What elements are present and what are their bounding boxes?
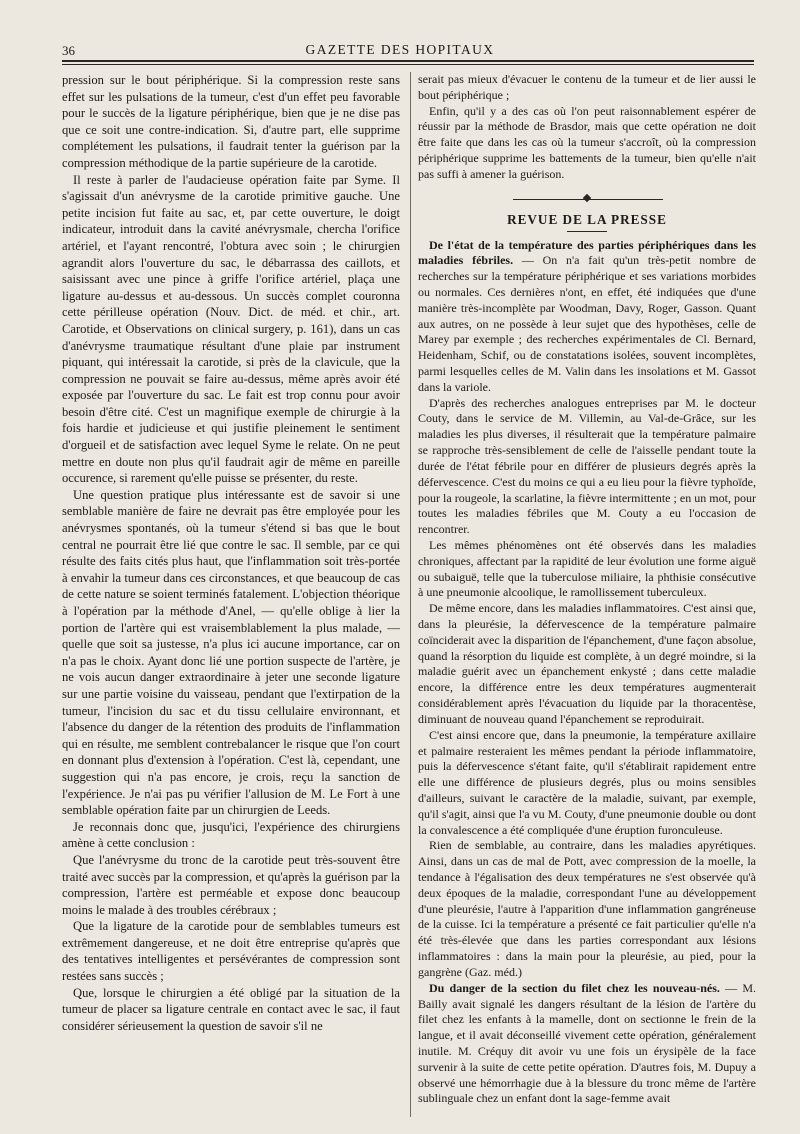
paragraph-text: Les mêmes phénomènes ont été observés dans les maladies chroniques, affectant par la rapidité de leur évolution une forme aiguë ou subaiguë, telle que la tuberculose miliaire, la phthisie consécutive à une pneumonie alcoolique, le ramollissement tuberculeux.	[418, 537, 756, 600]
header-rule-thick	[62, 60, 754, 62]
paragraph	[62, 985, 400, 1035]
paragraph-text: D'après des recherches analogues entreprises par M. le docteur Couty, dans le service de M. Villemin, au Val-de-Grâce, sur les maladies les plus diverses, il résulterait que la température palmaire se rapproche très-sensiblement de celle de l'aisselle pendant toute la durée de l'état fébrile pour en différer de plusieurs degrés après la défervescence. C'est du moins ce qui a eu lieu pour la fièvre typhoïde, pour la rougeole, la scarlatine, la fièvre intermittente ; en un mot, pour toutes les maladies fébriles que M. Couty a eu l'occasion de rencontrer.	[418, 395, 756, 537]
paragraph-text: pression sur le bout périphérique. Si la compression reste sans effet sur les pulsations de la tumeur, c'est d'un effet peu favorable pour le succès de la ligature périphérique, bien que je ne dise pas que ce soit une contre-indication. Si, d'autre part, elle supprime complétement les pulsations, il faudrait tenter la guérison par la compression méthodique de la partie supérieure de la carotide.	[62, 73, 400, 170]
paragraph-text: Je reconnais donc que, jusqu'ici, l'expérience des chirurgiens amène à cette conclusion :	[62, 819, 400, 851]
paragraph	[418, 728, 756, 839]
paragraph	[418, 104, 756, 183]
paragraph-text: Enfin, qu'il y a des cas où l'on peut raisonnablement espérer de réussir par la méthode de Brasdor, mais que cette opération ne doit être faite que dans les cas où la tumeur s'accroît, où la compression périphérique supprime les battements de la tumeur, bien qu'elle n'ait pas suffi à amener la guérison.	[418, 103, 756, 181]
paragraph-text: Que, lorsque le chirurgien a été obligé par la situation de la tumeur de placer sa ligature centrale en contact avec le sac, il faut considérer sérieusement la question de savoir s'il ne	[62, 985, 400, 1033]
paragraph	[62, 852, 400, 918]
paragraph-text: Il reste à parler de l'audacieuse opération faite par Syme. Il s'agissait d'un anévrysme de la carotide primitive gauche. Une petite incision fut faite au sac, et, par cette ouverture, le doigt indicateur, introduit dans la cavité anévrysmale, chercha l'orifice artériel, et l'ayant rencontré, l'obtura avec soin ; le chirurgien agrandit alors l'ouverture du sac, le débarrassa des caillots, et saisissant avec une pince à griffe l'orifice artériel, plaça une ligature au-dessus et au-dessous. Un succès complet couronna cette périlleuse opération (Nouv. Dict. de méd. et chir., art. Carotide, et Observations on clinical surgery, p. 161), dans un cas d'anévrysme traumatique résultant d'une plaie par instrument piquant, qui intéressait la carotide, si près de la clavicule, que la compression ne pouvait se faire au-dessus, même après avoir été exposée par l'ouverture du sac. Le fait est trop connu pour avoir besoin d'être cité. C'est un magnifique exemple de chirurgie à la fois hardie et judicieuse et qui justifie pleinement le sentiment d'orgueil et de satisfaction avec lequel Syme le relate. On ne peut mettre en doute non plus qu'il faudrait agir de même en pareille occurence, si rarement qu'elle puisse se présenter, du reste.	[62, 172, 400, 486]
paragraph-text: Rien de semblable, au contraire, dans les maladies apyrétiques. Ainsi, dans un cas de mal de Pott, avec compression de la moelle, la tendance à l'égalisation des deux températures ne s'est observée qu'à deux époques de la maladie, correspondant l'une au développement d'une pleurésie, l'autre à l'apparition d'une inflammation gangréneuse de la cuisse. Ici la température a présenté ce fait particulier qu'elle n'a été très-élevée que dans les parties correspondant aux lésions inflammatoires : dans la main pour la pleurésie, au pied, pour la gangrène (Gaz. méd.)	[418, 838, 756, 979]
paragraph	[418, 538, 756, 601]
paragraph-text: — M. Bailly avait signalé les dangers résultant de la lésion de l'artère du filet chez les enfants à la mamelle, dont on sectionne le frein de la langue, et il avait déconseillé vivement cette opération, généralement inutile. M. Créquy dit avoir vu une fois un érysipèle de la face survenir à la suite de cette petite opération. D'autres fois, M. Dupuy a observé une hémorrhagie due à la blessure du tronc même de l'artère sublinguale chez un enfant dont la sage-femme avait	[418, 980, 756, 1106]
left-column	[62, 72, 400, 1034]
section-title-rule	[567, 231, 607, 232]
right-column-articles	[418, 238, 756, 1108]
article-heading: De l'état de la température des parties périphériques dans les maladies fébriles.	[418, 237, 756, 268]
paragraph-text: — On n'a fait qu'un très-petit nombre de recherches sur la température périphérique et ses variations morbides ou normales. Ces dernières n'ont, en effet, été indiquées que d'une manière très-incomplète par Woodman, Davy, Roger, Gasson. Quant aux autres, on ne possède à leur sujet que des hypothèses, celle de Marey par exemple ; des recherches expérimentales de Cl. Bernard, Heidenham, Schif, ou de constatations isolées, souvent incomplètes, parmi lesquelles celles de M. Valin dans les insolations et M. Gassot dans la variole.	[418, 253, 756, 394]
paragraph	[418, 601, 756, 728]
paragraph-text: De même encore, dans les maladies inflammatoires. C'est ainsi que, dans la pleurésie, la défervescence de la température palmaire coïnciderait avec la disparition de l'épanchement, d'une façon absolue, quand la résorption du liquide est complète, à un degré moindre, si la maladie guérit avec un épanchement enkysté ; dans cette maladie encore, la différence entre les deux températures augmenterait considérablement après l'évacuation du liquide par la thoracentèse, diminuant de nouveau quand l'épanchement se reproduirait.	[418, 601, 756, 726]
page-number: 36	[62, 43, 75, 58]
paragraph	[62, 487, 400, 819]
paragraph	[418, 238, 756, 396]
paragraph-text: Que la ligature de la carotide pour de semblables tumeurs est extrêmement dangereuse, et ne doit être entreprise qu'après que des tentatives intelligentes et persévérantes de compression sont restées sans succès ;	[62, 919, 400, 984]
paragraph	[418, 396, 756, 538]
paragraph-text: Que l'anévrysme du tronc de la carotide peut très-souvent être traité avec succès par la compression, et qu'après la guérison par la compression, l'artère est perméable et expose donc beaucoup moins le malade à des troubles cérébraux ;	[62, 852, 400, 917]
ornament-divider	[418, 191, 756, 209]
article-heading: Du danger de la section du filet chez les nouveau-nés.	[429, 980, 720, 995]
paragraph-text: serait pas mieux d'évacuer le contenu de la tumeur et de lier aussi le bout périphérique ;	[418, 72, 756, 102]
paragraph-text: Une question pratique plus intéressante est de savoir si une semblable manière de faire ne devrait pas être employée pour les anévrysmes spontanés, où la tumeur s'étend si bas que le bout central ne pourrait être lié que contre le sac. Il semble, par ce qui résulte des faits cités plus haut, que l'inflammation soit très-portée à envahir la tumeur dans ces circonstances, et que beaucoup de cas de cette nature se soient terminés fatalement. L'objection théorique à l'opération par la méthode d'Anel, — qu'elle oblige à lier la portion de l'artère qui est vraisemblablement la plus malade, — quelle que soit sa justesse, n'a plus ici aucune importance, car on n'a pas le choix. Ayant donc lié une portion suspecte de l'artère, je ne vois aucun danger extraordinaire à jeter une seconde ligature sur une partie voisine du vaisseau, pendant que l'extirpation de la tumeur, l'incision du sac et du tissu cellulaire environnant, et l'absence du danger de la rétention des produits de l'inflammation qui en résulte, me semblent contrebalancer le risque que l'on court en donnant plus d'extension à l'opération. C'est là, cependant, une suggestion qui n'a pas encore, je crois, reçu la sanction de l'expérience. Je n'ai pas pu vérifier l'allusion de M. Le Fort à une semblable opération faite par un chirurgien de Leeds.	[62, 487, 400, 818]
right-column-intro	[418, 72, 756, 183]
paragraph	[418, 981, 756, 1108]
paragraph	[62, 72, 400, 172]
right-column	[418, 72, 756, 1107]
paragraph	[62, 918, 400, 984]
paragraph	[62, 172, 400, 487]
running-title: GAZETTE DES HOPITAUX	[305, 42, 495, 57]
paragraph	[418, 72, 756, 104]
header-rule-thin	[62, 64, 754, 65]
column-divider	[410, 72, 411, 1117]
paragraph-text: C'est ainsi encore que, dans la pneumonie, la température axillaire et palmaire resteraient les mêmes pendant la période inflammatoire, puis la défervescence s'étant faite, qu'il s'établirait rapidement entre elle une différence de plusieurs degrés, plus ou moins sensibles d'ailleurs, suivant le caractère de la maladie, suivant, par exemple, qu'il s'agit, ainsi que l'a vu M. Couty, d'une pneumonie double ou dont la convalescence a été compliquée d'une éruption furonculeuse.	[418, 727, 756, 837]
section-title: REVUE DE LA PRESSE	[507, 211, 667, 227]
paragraph	[418, 838, 756, 980]
paragraph	[62, 819, 400, 852]
